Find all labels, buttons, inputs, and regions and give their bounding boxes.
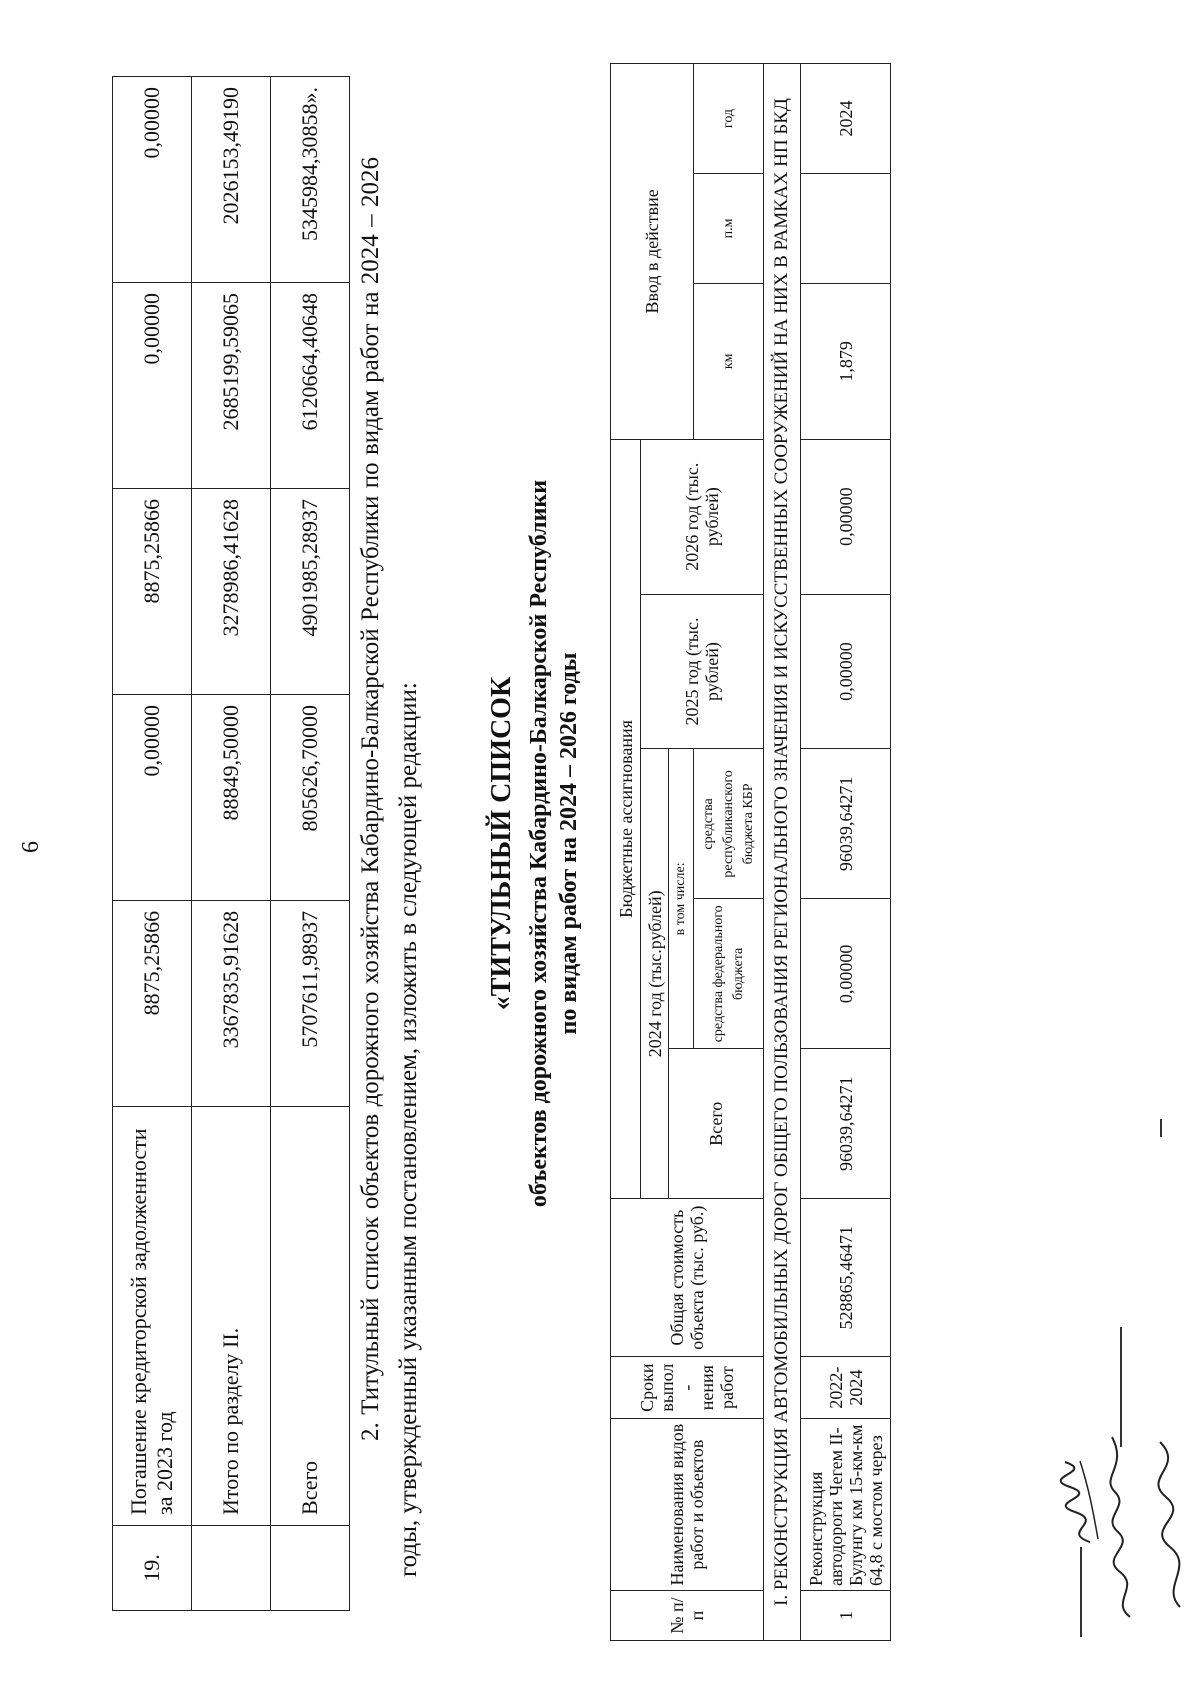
scan-mark <box>1080 1547 1082 1637</box>
header-num: № п/п <box>611 1591 764 1641</box>
cell-value: 3367835,91628 <box>192 900 271 1106</box>
amendment-paragraph <box>352 157 428 1577</box>
cell-value: 0,00000 <box>113 283 192 489</box>
header-incl: в том числе: <box>669 749 694 1049</box>
header-row <box>611 64 641 1641</box>
section-row <box>764 64 801 1641</box>
page-number: 6 <box>18 841 44 853</box>
row-name: Реконструкция автодороги Чегем II-Булунгу км 15-км-км 64,8 с мостом через <box>801 1419 891 1591</box>
cell-value: 8875,25866 <box>113 900 192 1106</box>
cell-value: 4901985,28937 <box>271 489 350 695</box>
header-total-cost: Общая стоимость объекта (тыс. руб.) <box>611 1199 764 1357</box>
cell-value: 3278986,41628 <box>192 489 271 695</box>
title-list-table <box>610 63 891 1641</box>
paragraph-text: 2. Титульный список объектов дорожного хозяйства Кабардино-Балкарской Республики по видам работ на 2024 – 2026 годы, утвержденный указанным постановлением, изложить в следующей редакции: <box>357 157 422 1577</box>
row-terms: 2022-2024 <box>801 1357 891 1419</box>
row-number: 19. <box>113 1525 192 1610</box>
section-title: I. РЕКОНСТРУКЦИЯ АВТОМОБИЛЬНЫХ ДОРОГ ОБЩЕГО ПОЛЬЗОВАНИЯ РЕГИОНАЛЬНОГО ЗНАЧЕНИЯ И ИСКУССТВЕННЫХ СООРУЖЕНИЙ НА НИХ В РАМКАХ НП БКД <box>764 64 801 1641</box>
header-budget: Бюджетные ассигнования <box>611 439 641 1198</box>
handwritten-signature <box>1100 1427 1200 1627</box>
document-title: «ТИТУЛЬНЫЙ СПИСОК <box>486 676 517 1011</box>
row-2026: 0,00000 <box>801 439 891 594</box>
header-2025: 2025 год (тыс. рублей) <box>641 594 764 749</box>
document-subtitle: объектов дорожного хозяйства Кабардино-Балкарской Республики <box>526 479 552 1208</box>
row-republic: 96039,64271 <box>801 749 891 899</box>
scan-mark <box>1160 1119 1162 1137</box>
row-all: 96039,64271 <box>801 1049 891 1199</box>
header-federal: средства федерального бюджета <box>694 899 764 1049</box>
header-pm: п.м <box>694 174 764 284</box>
header-year: год <box>694 64 764 174</box>
row-km: 1,879 <box>801 283 891 439</box>
cell-value: 5345984,30858». <box>271 77 350 283</box>
header-km: км <box>694 283 764 439</box>
header-commission: Ввод в действие <box>611 64 694 440</box>
row-name: Всего <box>271 1106 350 1525</box>
table-row <box>192 77 271 1611</box>
row-year: 2024 <box>801 64 891 174</box>
header-terms: Сроки выпол - нения работ <box>611 1357 764 1419</box>
header-name: Наименования видов работ и объектов <box>611 1419 764 1591</box>
cell-value: 6120664,40648 <box>271 283 350 489</box>
header-republic: средства республиканского бюджета КБР <box>694 749 764 899</box>
continuation-table <box>112 76 350 1611</box>
row-name: Итого по разделу II. <box>192 1106 271 1525</box>
table-row <box>801 64 891 1641</box>
row-name: Погашение кредиторской задолженности за 2023 год <box>113 1106 192 1525</box>
row-pm <box>801 174 891 284</box>
cell-value: 0,00000 <box>113 694 192 900</box>
table-row <box>271 77 350 1611</box>
row-number: 1 <box>801 1591 891 1641</box>
header-all: Всего <box>669 1049 764 1199</box>
document-subtitle-period: по видам работ на 2024 – 2026 годы <box>556 652 582 1035</box>
cell-value: 2026153,49190 <box>192 77 271 283</box>
row-federal: 0,00000 <box>801 899 891 1049</box>
row-total-cost: 528865,46471 <box>801 1199 891 1357</box>
header-2024: 2024 год (тыс.рублей) <box>641 749 669 1199</box>
cell-value: 8875,25866 <box>113 489 192 695</box>
scan-mark <box>1120 1327 1122 1447</box>
header-2026: 2026 год (тыс. рублей) <box>641 439 764 594</box>
cell-value: 2685199,59065 <box>192 283 271 489</box>
cell-value: 5707611,98937 <box>271 900 350 1106</box>
cell-value: 88849,50000 <box>192 694 271 900</box>
cell-value: 805626,70000 <box>271 694 350 900</box>
table-row <box>113 77 192 1611</box>
row-2025: 0,00000 <box>801 594 891 749</box>
row-number <box>192 1525 271 1610</box>
row-number <box>271 1525 350 1610</box>
cell-value: 0,00000 <box>113 77 192 283</box>
